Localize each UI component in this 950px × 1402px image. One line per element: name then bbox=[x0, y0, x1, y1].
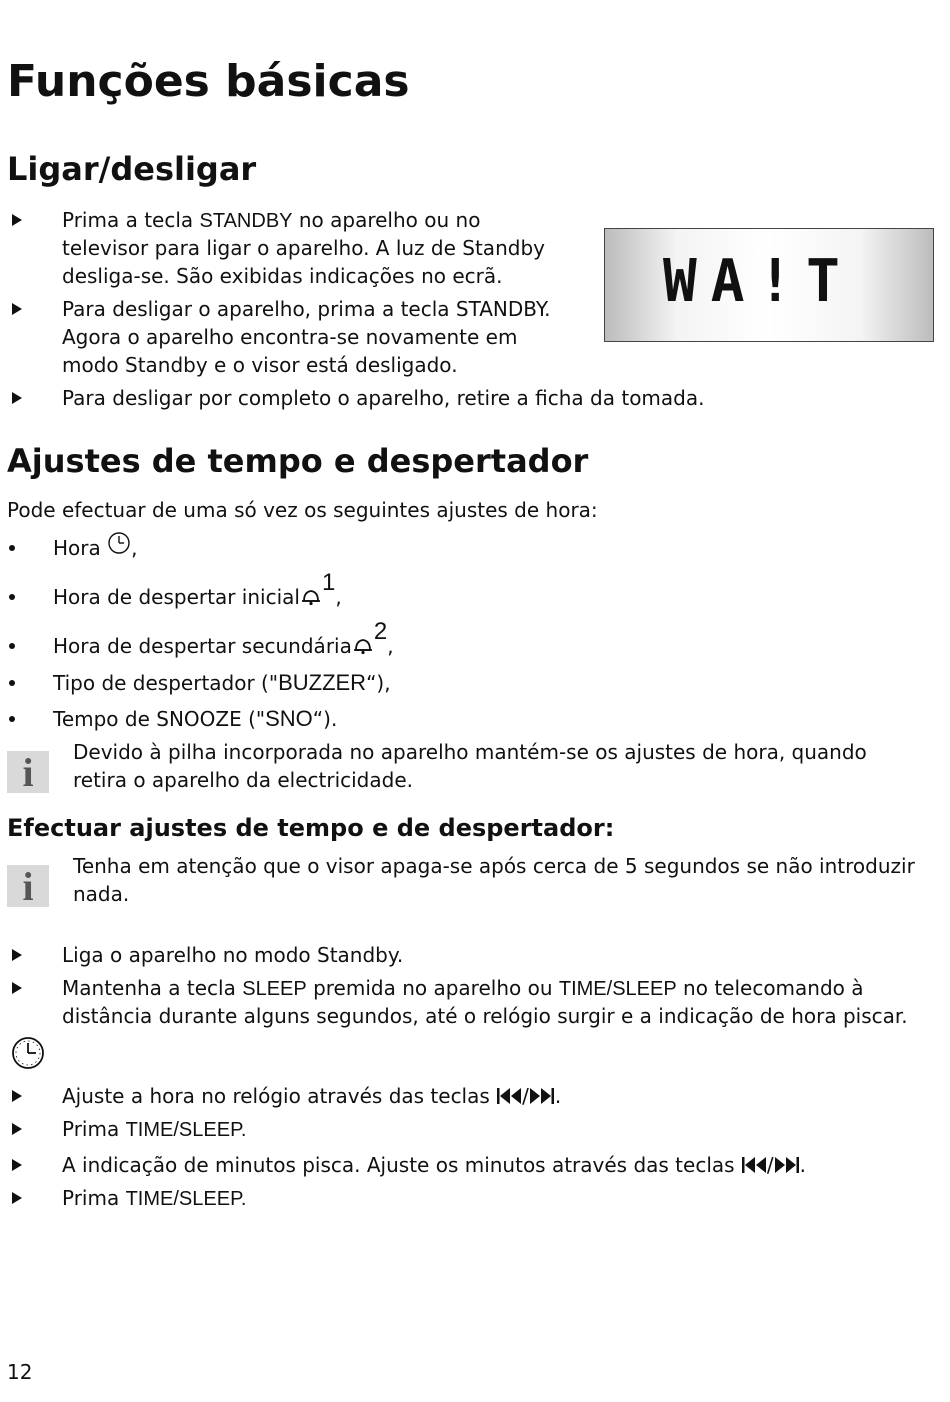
bullet-dot bbox=[9, 643, 15, 649]
step-5: A indicação de minutos pisca. Ajuste os minutos através das teclas / . bbox=[62, 1153, 807, 1177]
step-6: Prima TIME/SLEEP. bbox=[62, 1186, 247, 1210]
triangle-bullet-icon bbox=[12, 1159, 22, 1171]
step-3: Ajuste a hora no relógio através das teclas / . bbox=[62, 1084, 562, 1108]
info-icon: i bbox=[7, 751, 49, 793]
alarm-bell-icon bbox=[352, 635, 374, 655]
skip-forward-icon bbox=[529, 1086, 555, 1106]
triangle-bullet-icon bbox=[12, 1123, 22, 1135]
triangle-bullet-icon bbox=[12, 214, 22, 226]
step-4: Prima TIME/SLEEP. bbox=[62, 1117, 247, 1141]
list-item-cont: Agora o aparelho encontra-se novamente em bbox=[62, 325, 518, 349]
bullet-dot bbox=[9, 594, 15, 600]
bullet-despertar1: Hora de despertar inicial1, bbox=[53, 569, 342, 609]
page-title: Funções básicas bbox=[7, 56, 410, 107]
triangle-bullet-icon bbox=[12, 1090, 22, 1102]
clock-icon bbox=[9, 1036, 47, 1070]
list-item: Prima a tecla STANDBY no aparelho ou no bbox=[62, 208, 481, 232]
bullet-snooze: Tempo de SNOOZE ("SNO“). bbox=[53, 706, 338, 731]
info-icon: i bbox=[7, 865, 49, 907]
bullet-dot bbox=[9, 545, 15, 551]
triangle-bullet-icon bbox=[12, 982, 22, 994]
triangle-bullet-icon bbox=[12, 392, 22, 404]
bullet-tipo: Tipo de despertador ("BUZZER“), bbox=[53, 670, 391, 695]
skip-back-icon bbox=[496, 1086, 522, 1106]
triangle-bullet-icon bbox=[12, 303, 22, 315]
section-heading-efectuar: Efectuar ajustes de tempo e de despertador: bbox=[7, 814, 615, 842]
bullet-hora: Hora , bbox=[53, 534, 137, 562]
section-heading-ligar: Ligar/desligar bbox=[7, 150, 257, 188]
lcd-display bbox=[604, 228, 934, 342]
step-1: Liga o aparelho no modo Standby. bbox=[62, 943, 404, 967]
skip-back-icon bbox=[741, 1155, 767, 1175]
step-2: Mantenha a tecla SLEEP premida no aparelho ou TIME/SLEEP no telecomando à bbox=[62, 976, 864, 1000]
skip-forward-icon bbox=[774, 1155, 800, 1175]
list-item-cont: televisor para ligar o aparelho. A luz de Standby bbox=[62, 236, 545, 260]
bullet-despertar2: Hora de despertar secundária2, bbox=[53, 618, 394, 658]
bullet-dot bbox=[9, 680, 15, 686]
bullet-dot bbox=[9, 716, 15, 722]
triangle-bullet-icon bbox=[12, 949, 22, 961]
info-note-1: Devido à pilha incorporada no aparelho mantém-se os ajustes de hora, quando retira o aparelho da electricidade. bbox=[73, 740, 867, 792]
lcd-display-text: WA!T bbox=[663, 247, 854, 316]
list-item: Para desligar por completo o aparelho, retire a ficha da tomada. bbox=[62, 386, 705, 410]
page-number: 12 bbox=[7, 1360, 33, 1384]
clock-icon bbox=[107, 531, 131, 555]
section2-intro: Pode efectuar de uma só vez os seguintes ajustes de hora: bbox=[7, 498, 598, 522]
list-item: Para desligar o aparelho, prima a tecla STANDBY. bbox=[62, 297, 551, 321]
alarm-bell-icon bbox=[300, 586, 322, 606]
info-note-2: Tenha em atenção que o visor apaga-se após cerca de 5 segundos se não introduzir nada. bbox=[73, 854, 915, 906]
list-item-cont: desliga-se. São exibidas indicações no ecrã. bbox=[62, 264, 503, 288]
triangle-bullet-icon bbox=[12, 1192, 22, 1204]
step-2-cont: distância durante alguns segundos, até o relógio surgir e a indicação de hora piscar. bbox=[62, 1004, 908, 1028]
list-item-cont: modo Standby e o visor está desligado. bbox=[62, 353, 458, 377]
section-heading-ajustes: Ajustes de tempo e despertador bbox=[7, 442, 589, 480]
